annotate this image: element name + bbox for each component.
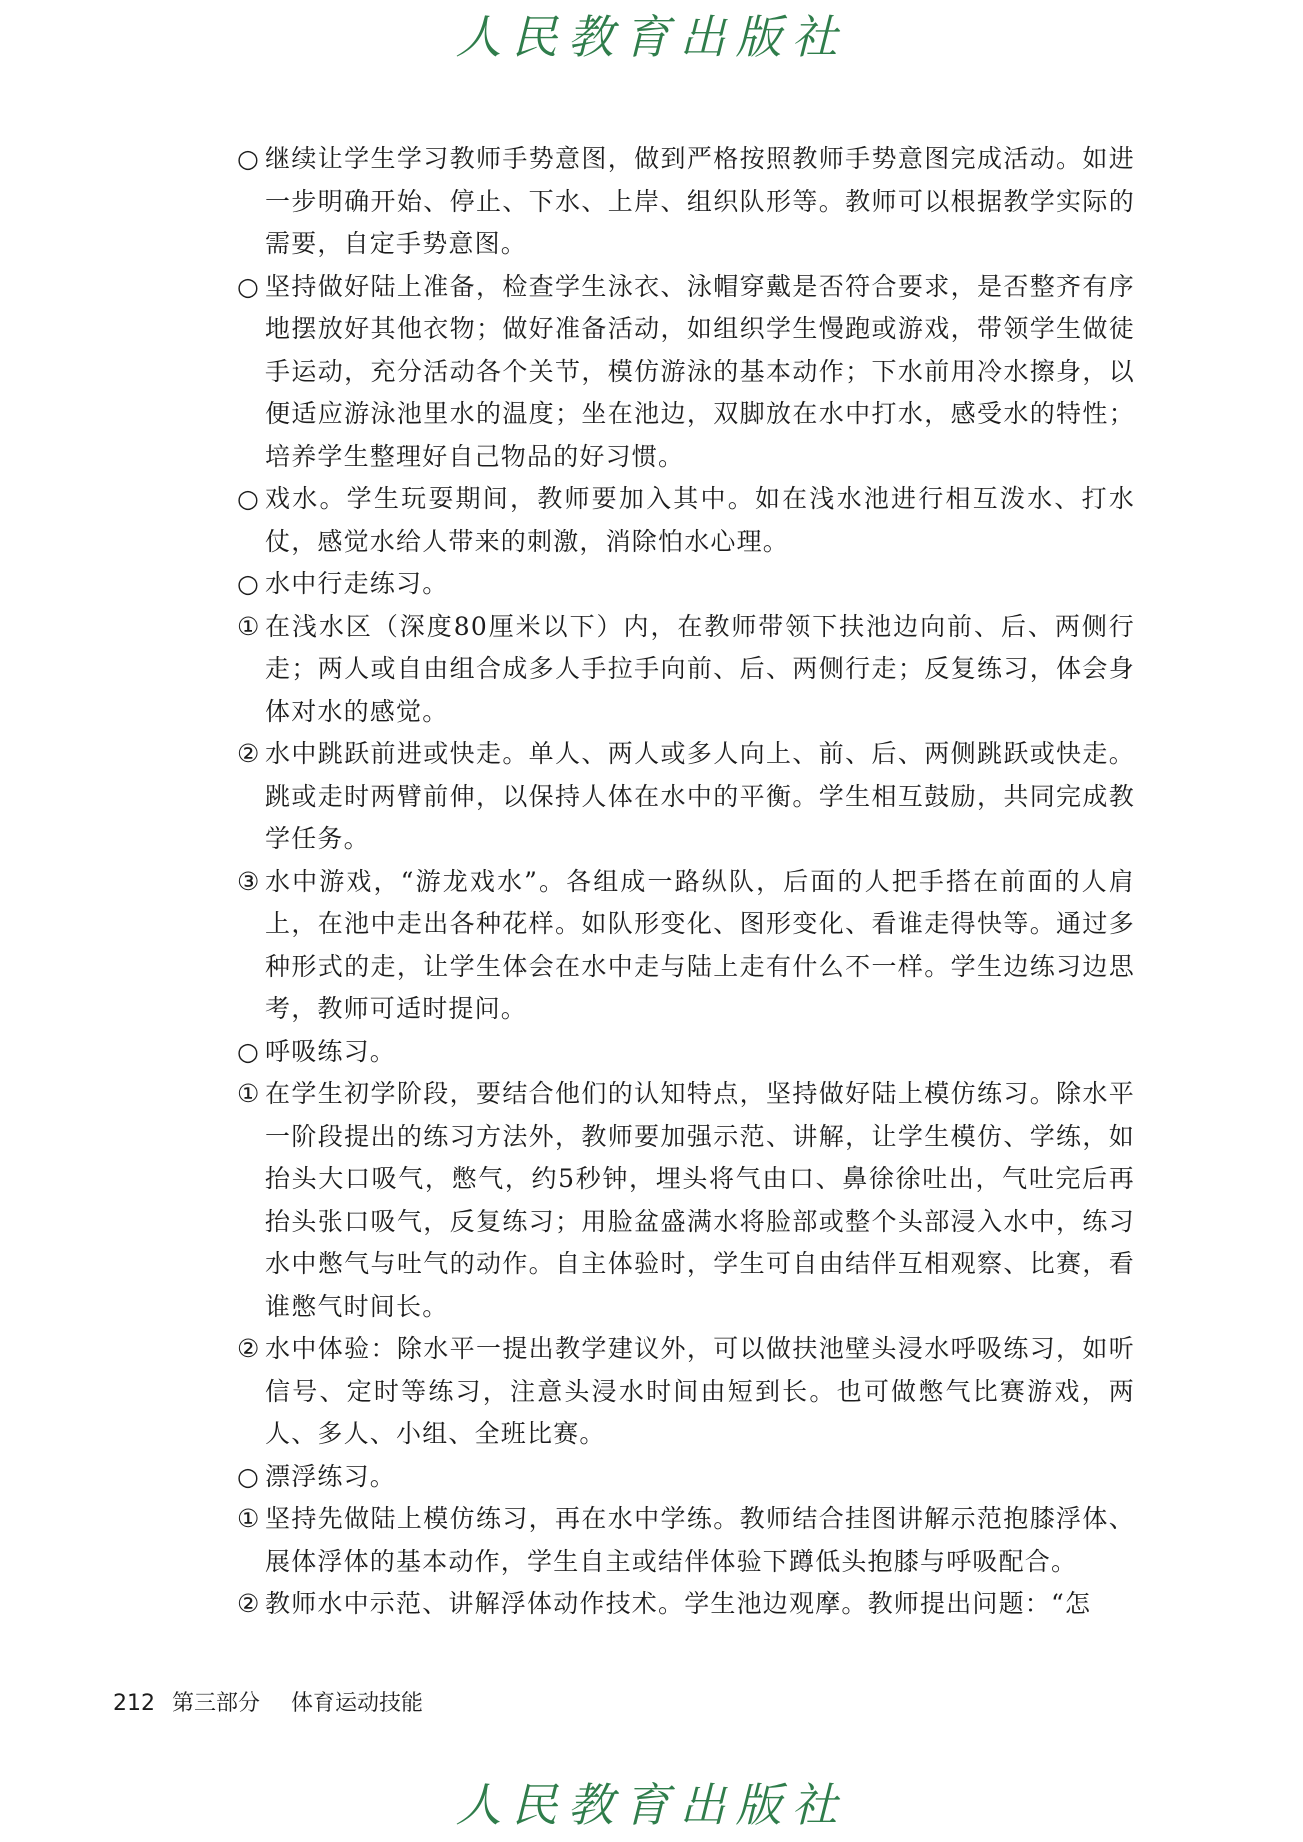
numbered-paragraph: [237, 1328, 1135, 1456]
numbered-paragraph: [237, 1498, 1135, 1583]
publisher-logo-top: 人民教育出版社: [455, 10, 848, 64]
number-marker: ②: [237, 1589, 261, 1618]
paragraph-text: 坚持先做陆上模仿练习，再在水中学练。教师结合挂图讲解示范抱膝浮体、展体浮体的基本动作，学生自主或结伴体验下蹲低头抱膝与呼吸配合。: [265, 1504, 1135, 1576]
paragraph: [237, 1031, 1135, 1074]
numbered-paragraph: [237, 861, 1135, 1031]
bullet-marker: ○: [237, 144, 261, 173]
paragraph-text: 戏水。学生玩耍期间，教师要加入其中。如在浅水池进行相互泼水、打水仗，感觉水给人带来的刺激，消除怕水心理。: [265, 484, 1135, 556]
numbered-paragraph: [237, 733, 1135, 861]
paragraph-text: 在浅水区（深度80厘米以下）内，在教师带领下扶池边向前、后、两侧行走；两人或自由组合成多人手拉手向前、后、两侧行走；反复练习，体会身体对水的感觉。: [265, 611, 1135, 726]
number-marker: ②: [237, 739, 261, 768]
page-footer: [113, 1686, 423, 1717]
paragraph: [237, 478, 1135, 563]
paragraph-text: 坚持做好陆上准备，检查学生泳衣、泳帽穿戴是否符合要求，是否整齐有序地摆放好其他衣物；做好准备活动，如组织学生慢跑或游戏，带领学生做徒手运动，充分活动各个关节，模仿游泳的基本动作；下水前用冷水擦身，以便适应游泳池里水的温度；坐在池边，双脚放在水中打水，感受水的特性；培养学生整理好自己物品的好习惯。: [265, 271, 1135, 471]
paragraph-text: 水中体验：除水平一提出教学建议外，可以做扶池壁头浸水呼吸练习，如听信号、定时等练习，注意头浸水时间由短到长。也可做憋气比赛游戏，两人、多人、小组、全班比赛。: [265, 1334, 1135, 1448]
page-body: [237, 138, 1135, 1626]
section-title: 体育运动技能: [291, 1691, 424, 1716]
bullet-marker: ○: [237, 484, 261, 513]
bullet-marker: ○: [237, 569, 261, 598]
numbered-paragraph: [237, 1583, 1135, 1626]
numbered-paragraph: [237, 1073, 1135, 1328]
paragraph-text: 继续让学生学习教师手势意图，做到严格按照教师手势意图完成活动。如进一步明确开始、停止、下水、上岸、组织队形等。教师可以根据教学实际的需要，自定手势意图。: [265, 144, 1135, 258]
page-number: 212: [113, 1691, 155, 1716]
number-marker: ①: [237, 1504, 261, 1533]
paragraph-text: 水中游戏，“游龙戏水”。各组成一路纵队，后面的人把手搭在前面的人肩上，在池中走出各种花样。如队形变化、图形变化、看谁走得快等。通过多种形式的走，让学生体会在水中走与陆上走有什么不一样。学生边练习边思考，教师可适时提问。: [265, 866, 1135, 1023]
part-title: 第三部分: [172, 1691, 261, 1716]
paragraph: [237, 266, 1135, 479]
number-marker: ②: [237, 1334, 261, 1363]
bullet-marker: ○: [237, 1036, 261, 1066]
paragraph-text: 在学生初学阶段，要结合他们的认知特点，坚持做好陆上模仿练习。除水平一阶段提出的练习方法外，教师要加强示范、讲解，让学生模仿、学练，如抬头大口吸气，憋气，约5秒钟，埋头将气由口、鼻徐徐吐出，气吐完后再抬头张口吸气，反复练习；用脸盆盛满水将脸部或整个头部浸入水中，练习水中憋气与吐气的动作。自主体验时，学生可自由结伴互相观察、比赛，看谁憋气时间长。: [265, 1079, 1135, 1321]
bullet-marker: ○: [237, 1461, 261, 1491]
paragraph: [237, 1456, 1135, 1499]
paragraph: [237, 563, 1135, 606]
number-marker: ③: [237, 866, 261, 896]
bullet-marker: ○: [237, 271, 261, 301]
paragraph: [237, 138, 1135, 266]
publisher-logo-bottom: 人民教育出版社: [455, 1778, 848, 1832]
paragraph-text: 呼吸练习。: [265, 1036, 397, 1066]
number-marker: ①: [237, 1079, 261, 1108]
numbered-paragraph: [237, 606, 1135, 734]
paragraph-text: 水中行走练习。: [265, 569, 449, 598]
paragraph-text: 教师水中示范、讲解浮体动作技术。学生池边观摩。教师提出问题：“怎: [265, 1589, 1092, 1618]
paragraph-text: 漂浮练习。: [265, 1461, 397, 1491]
paragraph-text: 水中跳跃前进或快走。单人、两人或多人向上、前、后、两侧跳跃或快走。跳或走时两臂前伸，以保持人体在水中的平衡。学生相互鼓励，共同完成教学任务。: [265, 739, 1135, 853]
number-marker: ①: [237, 611, 261, 641]
